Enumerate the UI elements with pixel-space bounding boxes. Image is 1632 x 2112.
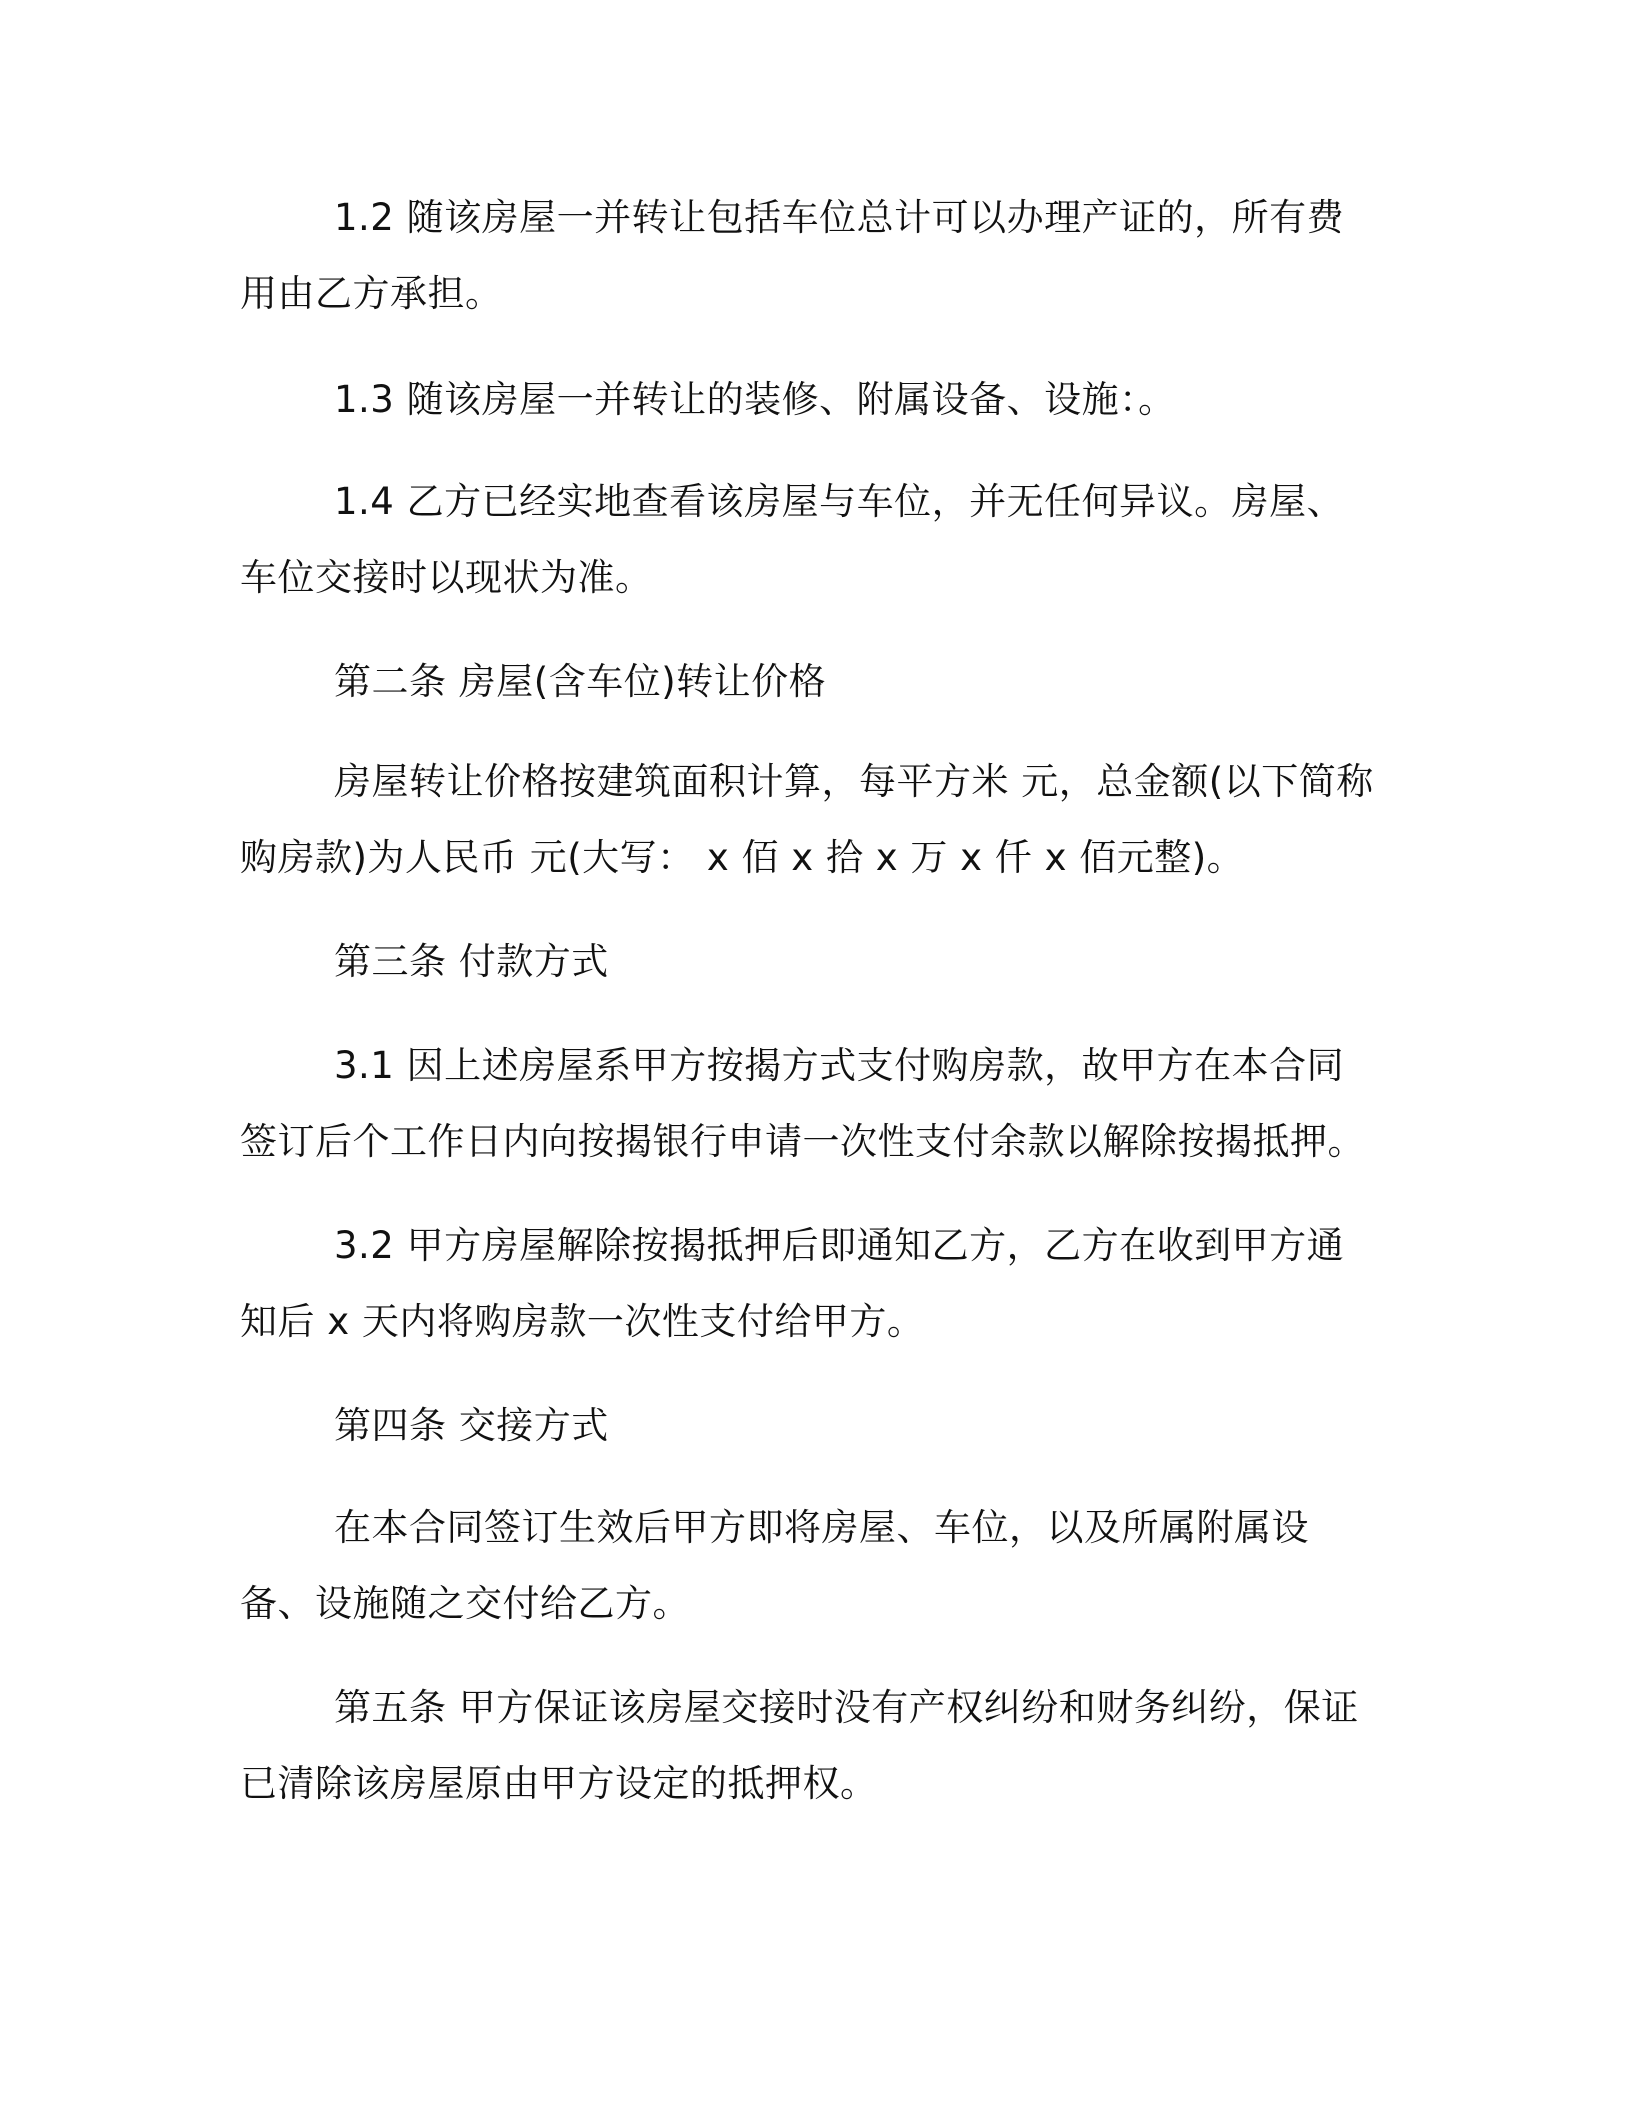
article-4-heading: 第四条 交接方式 xyxy=(334,1404,609,1447)
clause-1-4-paragraph: 1.4 乙方已经实地查看该房屋与车位，并无任何异议。房屋、车位交接时以现状为准。 xyxy=(240,480,1345,599)
clause-1-2-paragraph: 1.2 随该房屋一并转让包括车位总计可以办理产证的，所有费用由乙方承担。 xyxy=(240,196,1345,315)
clause-3-2-paragraph: 3.2 甲方房屋解除按揭抵押后即通知乙方，乙方在收到甲方通知后 x 天内将购房款一次性支付给甲方。 xyxy=(240,1224,1345,1343)
article-2-price-paragraph: 房屋转让价格按建筑面积计算，每平方米 元，总金额(以下简称购房款)为人民币 元(大写： x 佰 x 拾 x 万 x 仟 x 佰元整)。 xyxy=(240,760,1374,879)
article-2-heading: 第二条 房屋(含车位)转让价格 xyxy=(334,660,827,703)
clause-1-3-paragraph: 1.3 随该房屋一并转让的装修、附属设备、设施：。 xyxy=(334,378,1176,421)
article-4-paragraph: 在本合同签订生效后甲方即将房屋、车位，以及所属附属设备、设施随之交付给乙方。 xyxy=(240,1506,1309,1625)
article-5-paragraph: 第五条 甲方保证该房屋交接时没有产权纠纷和财务纠纷，保证已清除该房屋原由甲方设定的抵押权。 xyxy=(240,1686,1359,1805)
clause-3-1-paragraph: 3.1 因上述房屋系甲方按揭方式支付购房款，故甲方在本合同签订后个工作日内向按揭银行申请一次性支付余款以解除按揭抵押。 xyxy=(240,1044,1365,1163)
article-3-heading: 第三条 付款方式 xyxy=(334,940,609,983)
